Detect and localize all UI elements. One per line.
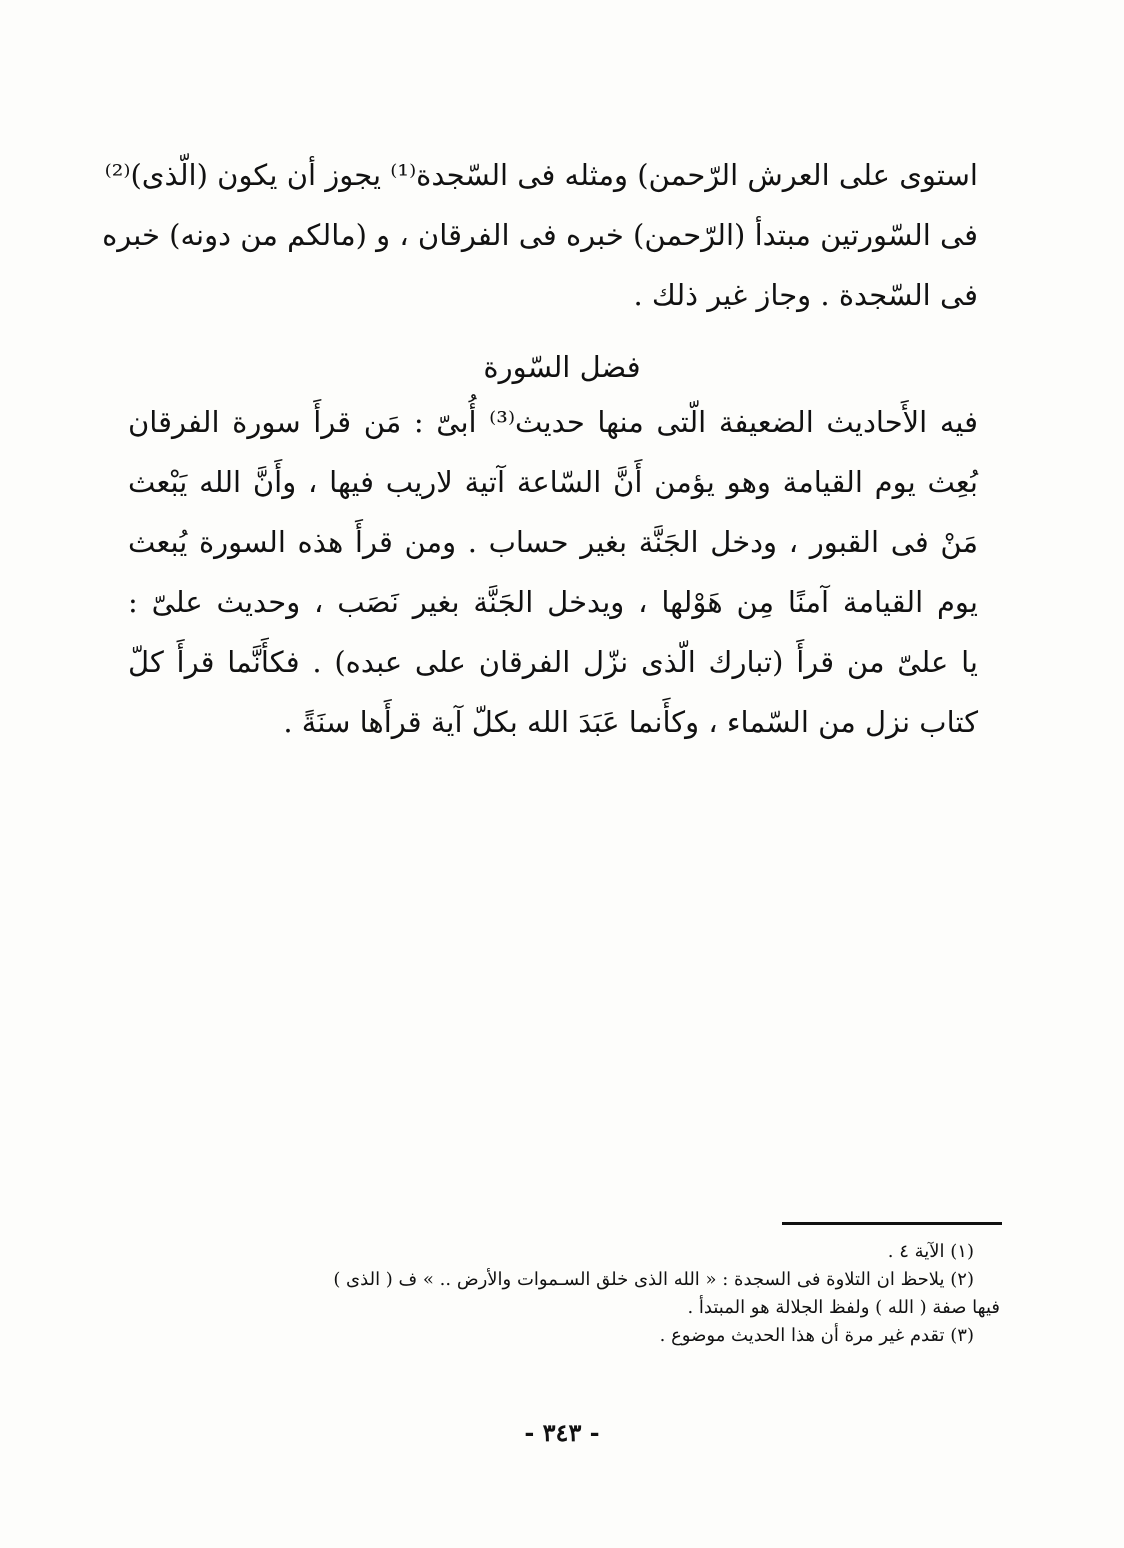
footnote-1: (١) الآية ٤ .: [887, 1241, 974, 1262]
text-line: فى السّجدة . وجاز غير ذلك .: [633, 278, 978, 312]
footnote-3: (٣) تقدم غير مرة أن هذا الحديث موضوع .: [659, 1325, 974, 1346]
text-line: يا علىّ من قرأَ (تبارك الّذى نزّل الفرقان على عبده) . فكأَنَّما قرأَ كلّ: [128, 645, 978, 679]
text-line: يوم القيامة آمنًا مِن هَوْلها ، ويدخل الجَنَّة بغير نَصَب ، وحديث علىّ :: [128, 585, 978, 619]
section-heading: فضل السّورة: [483, 350, 641, 384]
text-line: فيه الأَحاديث الضعيفة الّتى منها حديث⁽³⁾ أُبىّ : مَن قرأَ سورة الفرقان: [128, 405, 978, 439]
footnote-separator: [782, 1222, 1002, 1225]
paragraph-2: [128, 392, 978, 752]
text-line: فى السّورتين مبتدأ (الرّحمن) خبره فى الفرقان ، و (مالكم من دونه) خبره: [102, 218, 978, 252]
text-line: بُعِث يوم القيامة وهو يؤمن أَنَّ السّاعة آتية لاريب فيها ، وأَنَّ الله يَبْعث: [128, 465, 978, 499]
text-line: استوى على العرش الرّحمن) ومثله فى السّجدة⁽¹⁾ يجوز أن يكون (الّذى)⁽²⁾: [104, 158, 978, 192]
footnotes: [120, 1238, 1000, 1350]
footnote-2: (٢) يلاحظ ان التلاوة فى السجدة : « الله الذى خلق السـموات والأرض .. » ف ( الذى ): [333, 1269, 974, 1290]
text-line: كتاب نزل من السّماء ، وكأَنما عَبَدَ الله بكلّ آية قرأَها سنَةً .: [283, 705, 978, 739]
footnote-2-continued: فيها صفة ( الله ) ولفظ الجلالة هو المبتدأ .: [687, 1297, 1000, 1318]
paragraph-1: [102, 145, 978, 325]
page-number: - ٣٤٣ -: [524, 1418, 600, 1447]
text-line: مَنْ فى القبور ، ودخل الجَنَّة بغير حساب . ومن قرأَ هذه السورة يُبعث: [128, 525, 978, 559]
